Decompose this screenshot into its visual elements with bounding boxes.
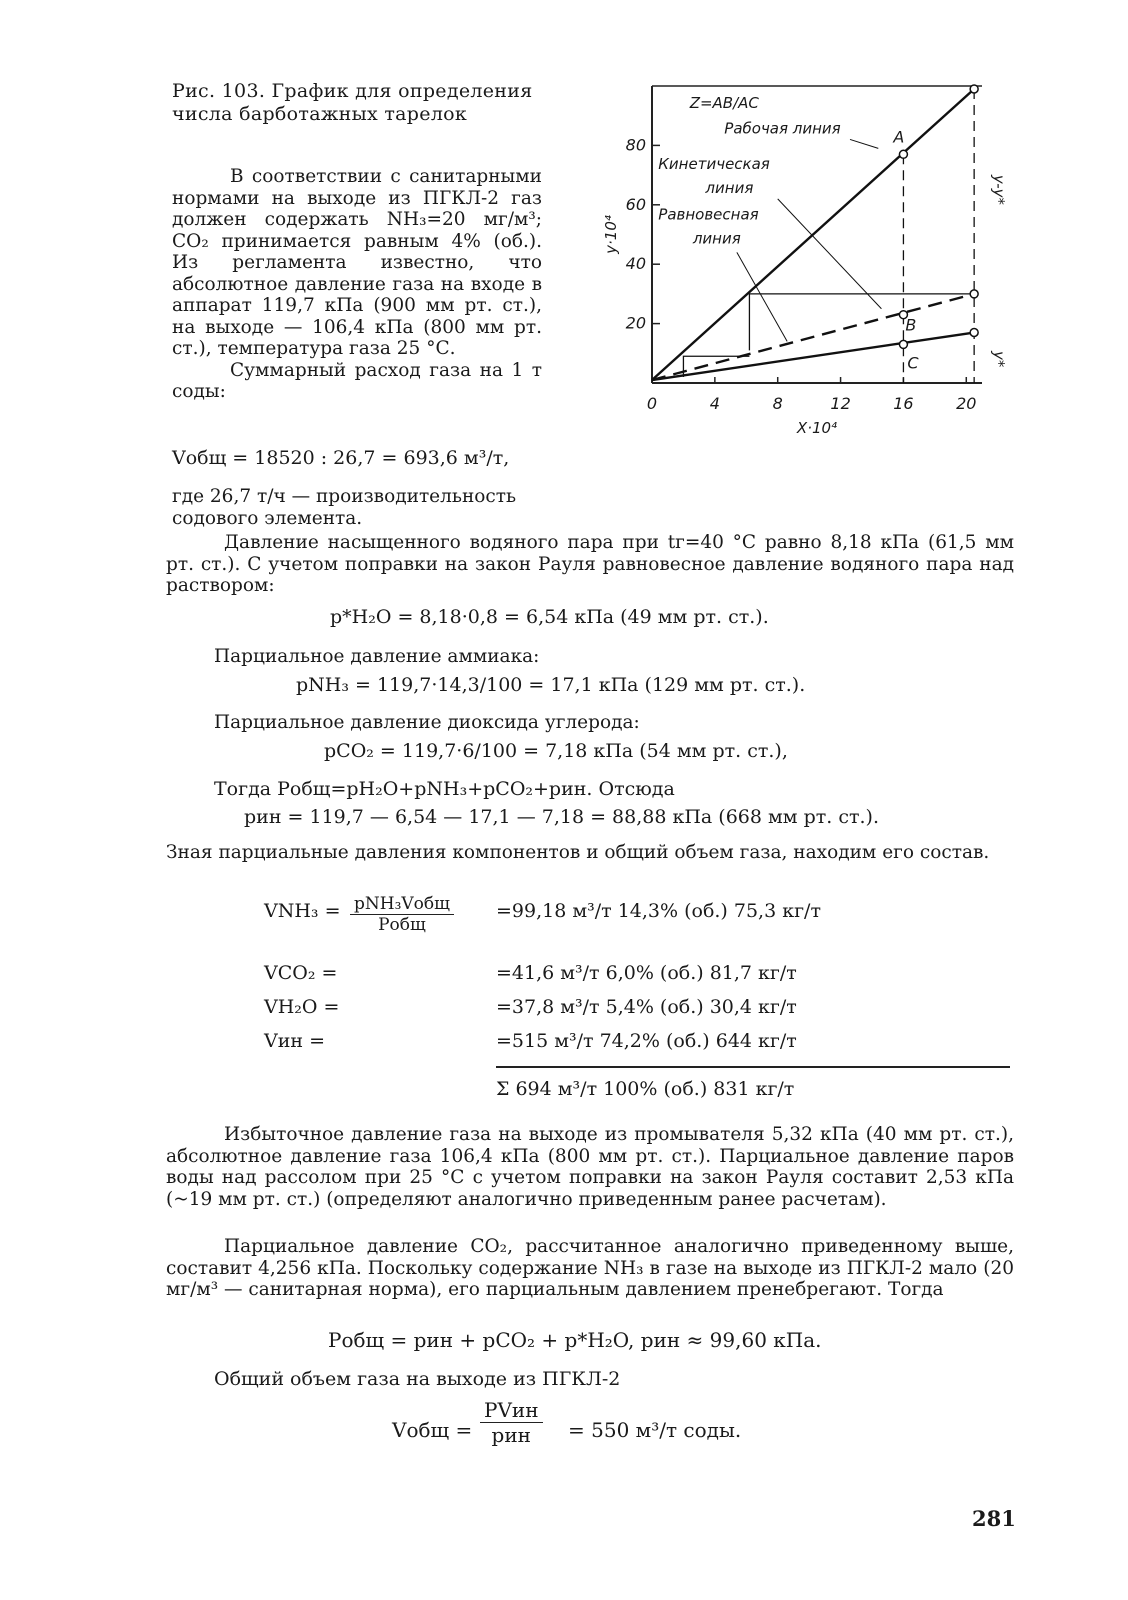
eq-rhs: = 550 м³/т соды. — [568, 1418, 742, 1442]
y-tick-label: 20 — [625, 313, 646, 333]
end-marker — [970, 85, 978, 93]
row-lhs: VH₂O = — [264, 996, 340, 1018]
leader-working — [850, 139, 878, 148]
y-tick-label: 60 — [625, 194, 646, 214]
x-tick-label: 0 — [646, 394, 658, 413]
point-label-a: A — [893, 127, 905, 147]
paragraph-text: Зная парциальные давления компонентов и общий объем газа, находим его состав. — [166, 842, 990, 863]
equation-then: Тогда Pобщ=pH₂O+pNH₃+pCO₂+pин. Отсюда — [214, 778, 675, 800]
point-label-c: C — [907, 353, 919, 373]
right-label-ystar: y* — [990, 351, 1009, 368]
label-total-volume: Общий объем газа на выходе из ПГКЛ-2 — [214, 1368, 621, 1390]
equation-p-total: Pобщ = pин + pCO₂ + p*H₂O, pин ≈ 99,60 кПа. — [328, 1328, 822, 1352]
fraction — [350, 894, 454, 935]
x-axis-label: X·10⁴ — [796, 419, 838, 437]
paragraph-total-gas: Суммарный расход газа на 1 т соды: — [172, 359, 542, 402]
composition-table — [264, 896, 1014, 1066]
row-rhs: =37,8 м³/т 5,4% (об.) 30,4 кг/т — [496, 996, 797, 1018]
x-tick-label: 8 — [772, 394, 783, 413]
annotation-equilibrium-1: Равновесная — [658, 205, 759, 224]
left-column-text — [172, 166, 542, 403]
end-marker — [970, 329, 978, 337]
fraction-denominator: Pобщ — [378, 915, 426, 935]
equation-p-co2: pCO₂ = 119,7·6/100 = 7,18 кПа (54 мм рт. ст.), — [324, 740, 788, 762]
y-tick-label: 80 — [625, 135, 646, 155]
row-rhs: =41,6 м³/т 6,0% (об.) 81,7 кг/т — [496, 962, 797, 984]
fraction-numerator: pNH₃Vобщ — [350, 894, 454, 915]
row-rhs: =515 м³/т 74,2% (об.) 644 кг/т — [496, 1030, 797, 1052]
x-tick-label: 16 — [893, 394, 914, 413]
paragraph-composition — [166, 842, 1014, 864]
formula-label: Z=AB/AC — [689, 94, 759, 112]
equation-v-total: Vобщ = 18520 : 26,7 = 693,6 м³/т, — [172, 447, 510, 469]
paragraph-vapor-pressure — [166, 532, 1014, 597]
equation-volume — [392, 1398, 792, 1462]
point-label-b: B — [905, 315, 917, 335]
table-sum: Σ 694 м³/т 100% (об.) 831 кг/т — [496, 1078, 795, 1100]
y-tick-label: 40 — [625, 254, 646, 274]
row-lhs: VNH₃ = — [264, 900, 341, 922]
x-tick-label: 20 — [956, 394, 977, 413]
fraction — [480, 1398, 543, 1447]
where-note: где 26,7 т/ч — производительность содового элемента. — [172, 486, 517, 529]
paragraph-excess-pressure — [166, 1124, 1014, 1210]
y-axis-label: y·10⁴ — [602, 215, 620, 254]
paragraph-sanitary-norms: В соответствии с санитарными нормами на выходе из ПГКЛ-2 газ должен содержать NH₃=20 мг/м³; CO₂ принимается равным 4% (об.). Из регламента известно, что абсолютное давление газа на входе в аппарат 119,7 кПа (900 мм рт. ст.), на выходе — 106,4 кПа (800 мм рт. ст.), температура газа 25 °С. — [172, 166, 542, 359]
right-label-y-ystar: y-y* — [990, 174, 1009, 206]
end-marker — [970, 290, 978, 298]
paragraph-text: Давление насыщенного водяного пара при tг=40 °С равно 8,18 кПа (61,5 мм рт. ст.). С учетом поправки на закон Рауля равновесное давление водяного пара над раствором: — [166, 532, 1014, 596]
equation-p-h2o: p*H₂O = 8,18·0,8 = 6,54 кПа (49 мм рт. ст.). — [330, 606, 769, 628]
annotation-kinetic-1: Кинетическая — [658, 155, 770, 174]
page-number: 281 — [972, 1506, 1016, 1531]
figure-103-chart — [590, 78, 1030, 448]
eq-lhs: Vобщ = — [392, 1418, 473, 1442]
row-lhs: Vин = — [264, 1030, 326, 1052]
sum-divider — [496, 1066, 1010, 1068]
label-co2: Парциальное давление диоксида углерода: — [214, 712, 640, 733]
point-marker — [899, 340, 907, 348]
figure-caption: Рис. 103. График для определения числа барботажных тарелок — [172, 80, 533, 125]
label-ammonia: Парциальное давление аммиака: — [214, 646, 540, 667]
paragraph-text: Парциальное давление CO₂, рассчитанное аналогично приведенному выше, составит 4,256 кПа. Поскольку содержание NH₃ в газе на выходе из ПГКЛ-2 мало (20 мг/м³ — санитарная норма), его парциальным давлением пренебрегают. Тогда — [166, 1236, 1014, 1300]
paragraph-co2-pressure — [166, 1236, 1014, 1301]
row-lhs: VCO₂ = — [264, 962, 338, 984]
x-tick-label: 4 — [709, 394, 720, 413]
fraction-denominator: pин — [491, 1423, 532, 1447]
x-tick-label: 12 — [830, 394, 851, 413]
annotation-kinetic-2: линия — [705, 178, 754, 197]
row-rhs: =99,18 м³/т 14,3% (об.) 75,3 кг/т — [496, 900, 821, 922]
fraction-numerator: PVин — [480, 1398, 543, 1423]
point-marker — [899, 150, 907, 158]
paragraph-text: Избыточное давление газа на выходе из промывателя 5,32 кПа (40 мм рт. ст.), абсолютное давление газа 106,4 кПа (800 мм рт. ст.). Парциальное давление паров воды над рассолом при 25 °С с учетом поправки на закон Рауля составит 2,53 кПа (~19 мм рт. ст.) (определяют аналогично приведенным ранее расчетам). — [166, 1124, 1014, 1210]
annotation-equilibrium-2: линия — [692, 229, 741, 248]
equation-p-nh3: pNH₃ = 119,7·14,3/100 = 17,1 кПа (129 мм рт. ст.). — [296, 674, 806, 696]
annotation-working-line: Рабочая линия — [724, 119, 841, 138]
equation-p-inert: pин = 119,7 — 6,54 — 17,1 — 7,18 = 88,88 кПа (668 мм рт. ст.). — [244, 806, 879, 828]
